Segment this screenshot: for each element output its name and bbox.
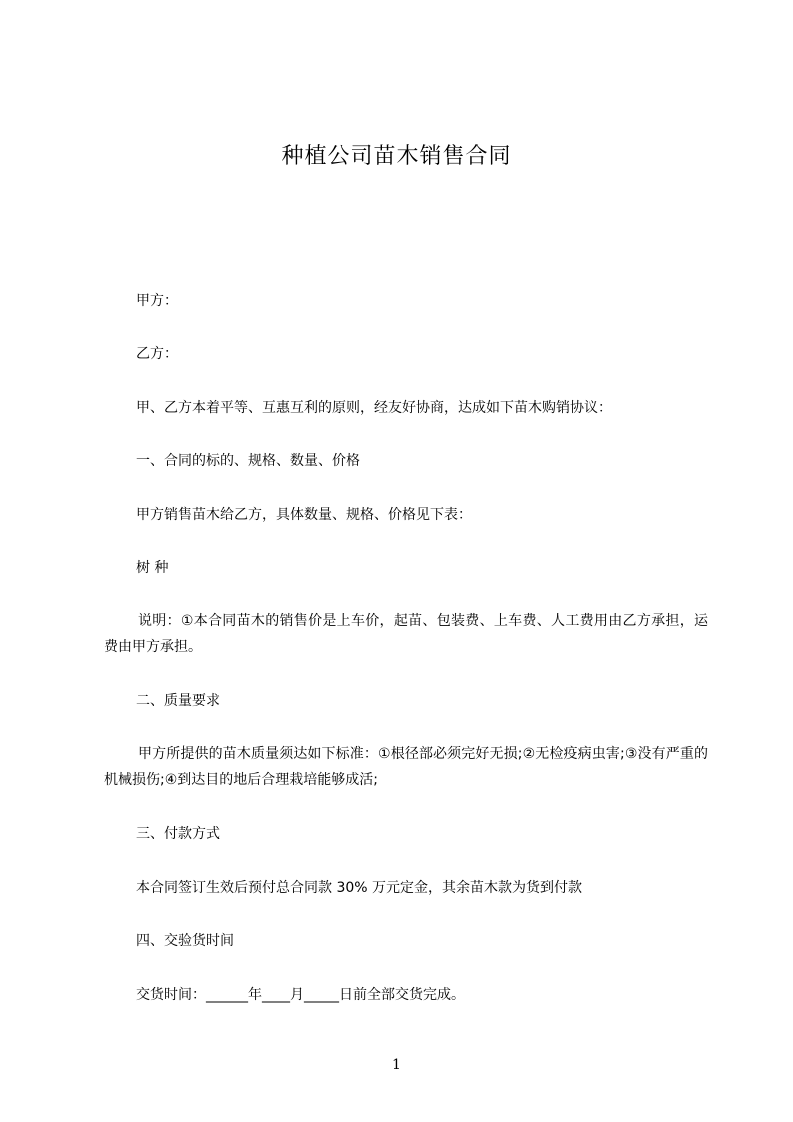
note-paragraph: 说明：①本合同苗木的销售价是上车价，起苗、包装费、上车费、人工费用由乙方承担，运费由甲方承担。	[104, 613, 708, 655]
section-3-heading: 三、付款方式	[136, 826, 220, 842]
tree-species-label: 树 种	[136, 560, 169, 576]
page-number: 1	[392, 1057, 401, 1073]
contract-title: 种植公司苗木销售合同	[281, 144, 512, 169]
intro-paragraph: 甲、乙方本着平等、互惠互利的原则，经友好协商，达成如下苗木购销协议：	[136, 400, 612, 416]
section-3-text: 本合同签订生效后预付总合同款 30% 万元定金，其余苗木款为货到付款	[136, 880, 583, 896]
delivery-time-line: 交货时间：______年____月_____日前全部交货完成。	[136, 987, 465, 1003]
section-1-heading: 一、合同的标的、规格、数量、价格	[136, 453, 360, 469]
party-b-label: 乙方：	[136, 346, 178, 362]
section-1-text: 甲方销售苗木给乙方，具体数量、规格、价格见下表：	[136, 507, 472, 523]
section-2-text: 甲方所提供的苗木质量须达如下标准：①根径部必须完好无损;②无检疫病虫害;③没有严重的机械损伤;④到达目的地后合理栽培能够成活;	[104, 746, 708, 788]
party-a-label: 甲方：	[136, 293, 178, 309]
section-4-heading: 四、交验货时间	[136, 933, 234, 949]
section-2-heading: 二、质量要求	[136, 693, 220, 709]
